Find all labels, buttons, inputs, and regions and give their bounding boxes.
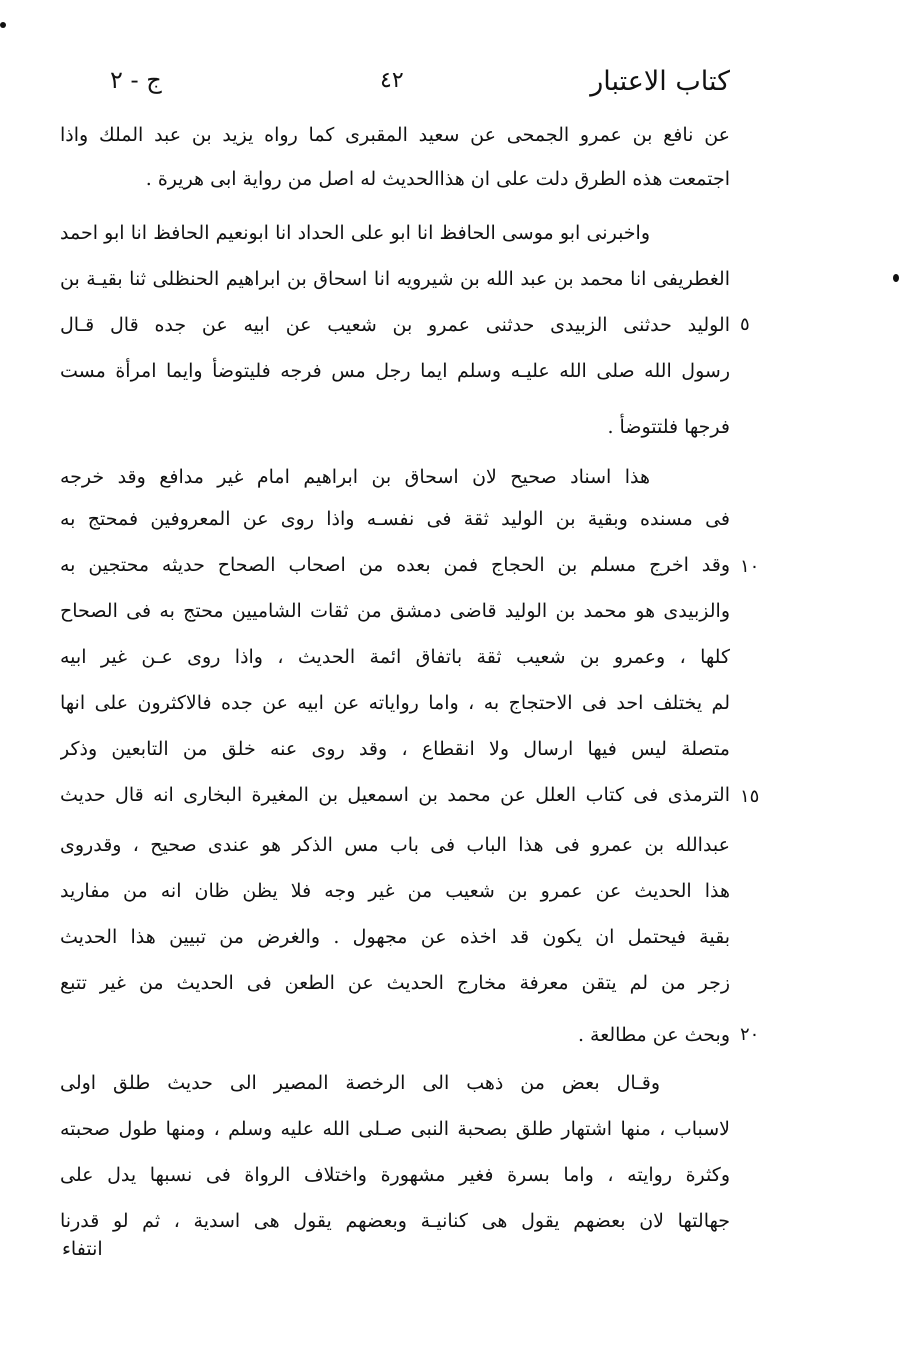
text-line: رسول الله صلى الله عليـه وسلم ايما رجل مس فرجه فليتوضأ وايما امرأة مست: [60, 360, 730, 382]
text-line: والزبيدى هو محمد بن الوليد قاضى دمشق من ثقات الشاميين محتج به فى الصحاح: [60, 600, 730, 622]
text-line: وقد اخرج مسلم بن الحجاج فمن بعده من اصحاب الصحاح حديثه محتجين به: [60, 554, 730, 576]
line-number: ١٠: [740, 556, 760, 577]
text-line: فرجها فلتتوضأ .: [607, 416, 730, 438]
page-number: ٤٢: [380, 68, 404, 93]
text-line: زجر من لم يتقن معرفة مخارج الحديث عن الطعن فى الحديث من غير تتبع: [60, 972, 730, 994]
scan-mark: [893, 274, 899, 282]
text-line: وبحث عن مطالعة .: [577, 1024, 730, 1046]
text-line: عبدالله بن عمرو فى هذا الباب فى باب مس الذكر هو عندى صحيح ، وقدروى: [60, 834, 730, 856]
text-line: واخبرنى ابو موسى الحافظ انا ابو على الحداد انا ابونعيم الحافظ انا ابو احمد: [60, 222, 650, 244]
scan-mark: [0, 22, 6, 28]
text-line: بقية فيحتمل ان يكون قد اخذه عن مجهول . والغرض من تبيين هذا الحديث: [60, 926, 730, 948]
text-line: هذا الحديث عن عمرو بن شعيب من غير وجه فلا يظن ظان انه من مفاريد: [60, 880, 730, 902]
line-number: ١٥: [740, 786, 760, 807]
text-line: وكثرة روايته ، واما بسرة فغير مشهورة واختلاف الرواة فى نسبها يدل على: [60, 1164, 730, 1186]
text-line: لاسباب ، منها اشتهار طلق بصحبة النبى صـلى الله عليه وسلم ، ومنها طول صحبته: [60, 1118, 730, 1140]
line-number: ٥: [740, 314, 750, 335]
text-line: لم يختلف احد فى الاحتجاج به ، واما رواياته عن ابيه عن جده فالاكثرون على انها: [60, 692, 730, 714]
volume-label: ج - ٢: [110, 66, 162, 94]
text-line: الترمذى فى كتاب العلل عن محمد بن اسمعيل بن المغيرة البخارى انه قال حديث: [60, 784, 730, 806]
text-line: الغطريفى انا محمد بن عبد الله بن شيرويه انا اسحاق بن ابراهيم الحنظلى ثنا بقيـة بن: [60, 268, 730, 290]
text-line: هذا اسناد صحيح لان اسحاق بن ابراهيم امام غير مدافع وقد خرجه: [60, 466, 650, 488]
catchword: انتفاء: [62, 1238, 103, 1260]
line-number: ٢٠: [740, 1024, 760, 1045]
text-line: جهالتها لان بعضهم يقول هى كنانيـة وبعضهم يقول هى اسدية ، ثم لو قدرنا: [60, 1210, 730, 1232]
text-line: الوليد حدثنى الزبيدى حدثنى عمرو بن شعيب عن ابيه عن جده قال قـال: [60, 314, 730, 336]
text-line: اجتمعت هذه الطرق دلت على ان هذاالحديث له اصل من رواية ابى هريرة .: [145, 168, 730, 190]
text-line: وقـال بعض من ذهب الى الرخصة المصير الى حديث طلق اولى: [60, 1072, 660, 1094]
text-line: كلها ، وعمرو بن شعيب ثقة باتفاق ائمة الحديث ، واذا روى عـن غير ابيه: [60, 646, 730, 668]
text-line: عن نافع بن عمرو الجمحى عن سعيد المقبرى كما رواه يزيد بن عبد الملك واذا: [60, 124, 730, 146]
text-line: فى مسنده وبقية بن الوليد ثقة فى نفسـه واذا روى عن المعروفين فمحتج به: [60, 508, 730, 530]
text-line: متصلة ليس فيها ارسال ولا انقطاع ، وقد روى عنه خلق من التابعين وذكر: [60, 738, 730, 760]
book-title: كتاب الاعتبار: [590, 66, 730, 97]
